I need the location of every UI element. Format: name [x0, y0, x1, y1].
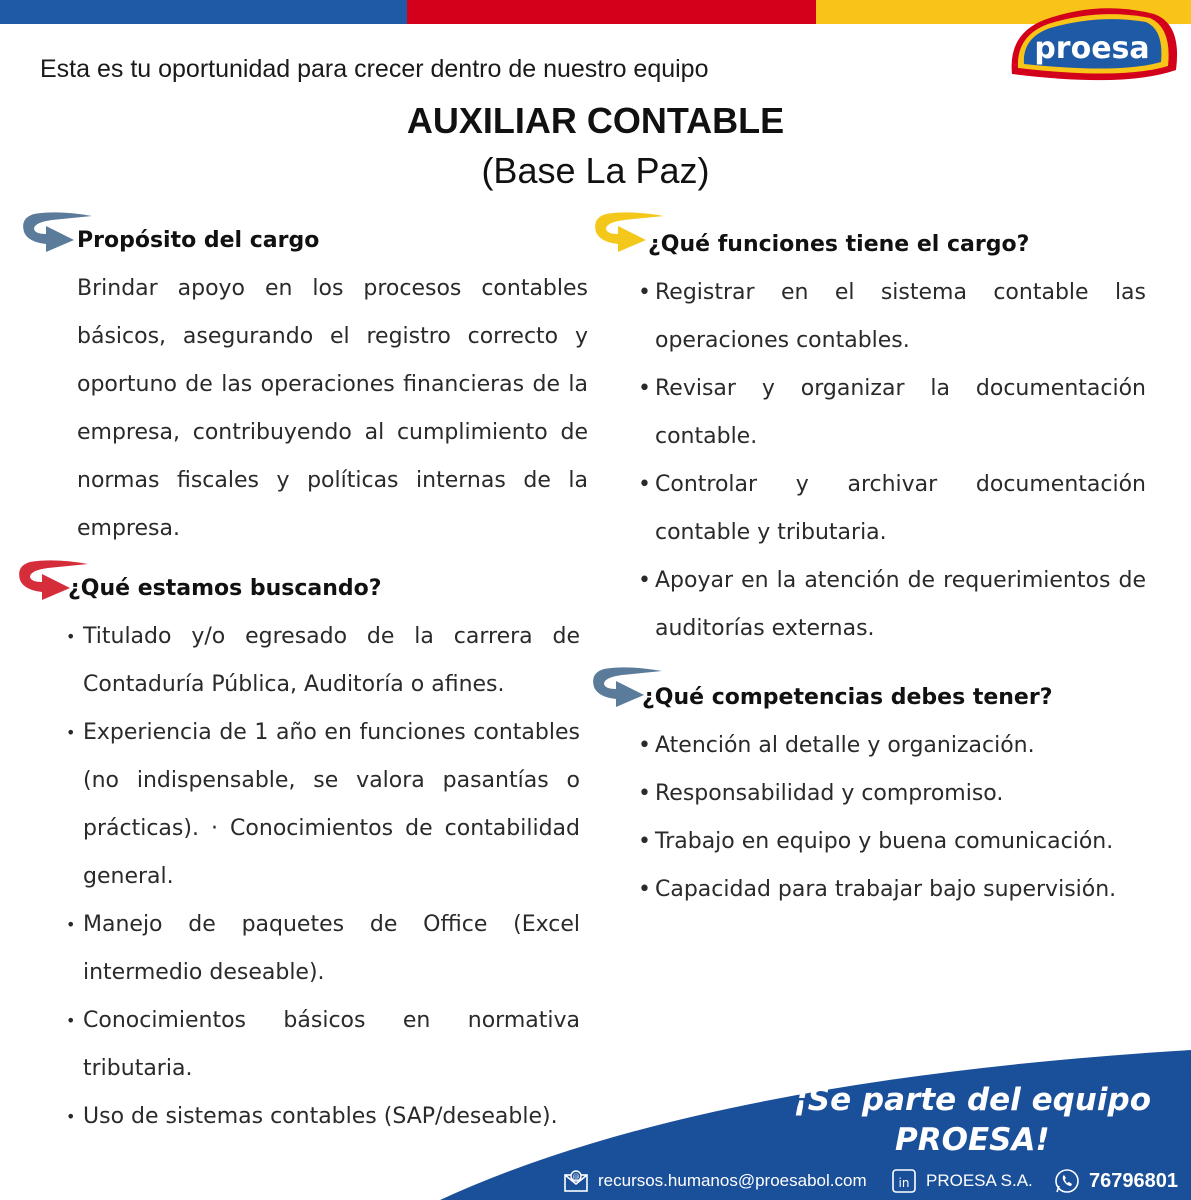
linkedin-name[interactable]: PROESA S.A. [926, 1171, 1033, 1190]
call-to-action [794, 1080, 1151, 1160]
logo-text: proesa [1034, 31, 1150, 66]
job-location: (Base La Paz) [481, 150, 710, 191]
cta-line-1: ¡Se parte del equipo [793, 1082, 1151, 1118]
job-title: AUXILIAR CONTABLE [406, 100, 785, 141]
competencias-list [642, 722, 1146, 914]
list-item: • Atención al detalle y organización. [642, 722, 1146, 770]
competencias-heading: ¿Qué competencias debes tener? [642, 685, 1053, 710]
svg-text:in: in [898, 1176, 910, 1190]
whatsapp-icon [1053, 1167, 1081, 1195]
proposito-heading: Propósito del cargo [77, 228, 320, 253]
list-item: • Conocimientos básicos en normativa tributaria. [70, 997, 580, 1093]
list-item: • Revisar y organizar la documentación contable. [642, 365, 1146, 461]
funciones-list [642, 269, 1146, 653]
list-item: • Capacidad para trabajar bajo supervisión. [642, 866, 1146, 914]
tagline: Esta es tu oportunidad para crecer dentro de nuestro equipo [40, 55, 709, 83]
contact-phone[interactable] [1053, 1166, 1178, 1196]
list-item: • Responsabilidad y compromiso. [642, 770, 1146, 818]
contact-linkedin[interactable] [890, 1166, 1033, 1196]
top-stripe-red [407, 0, 816, 24]
proesa-logo [1004, 4, 1184, 86]
list-item: • Trabajo en equipo y buena comunicación. [642, 818, 1146, 866]
linkedin-icon [890, 1167, 918, 1195]
list-item: • Uso de sistemas contables (SAP/deseable). [70, 1093, 580, 1141]
list-item: • Manejo de paquetes de Office (Excel intermedio deseable). [70, 901, 580, 997]
contact-email[interactable] [562, 1166, 867, 1196]
cta-line-2: PROESA! [895, 1122, 1050, 1158]
list-item: • Registrar en el sistema contable las operaciones contables. [642, 269, 1146, 365]
buscando-heading: ¿Qué estamos buscando? [68, 576, 382, 601]
top-stripe-blue [0, 0, 407, 24]
proposito-text: Brindar apoyo en los procesos contables básicos, asegurando el registro correcto y oportuno de las operaciones financieras de la empresa, contribuyendo al cumplimiento de normas fiscales y políticas internas de la empresa. [77, 276, 588, 541]
email-icon [562, 1167, 590, 1195]
phone-number[interactable]: 76796801 [1089, 1169, 1178, 1192]
list-item: • Titulado y/o egresado de la carrera de Contaduría Pública, Auditoría o afines. [70, 613, 580, 709]
list-item: • Experiencia de 1 año en funciones contables (no indispensable, se valora pasantías o prácticas). · Conocimientos de contabilidad general. [70, 709, 580, 901]
list-item: • Apoyar en la atención de requerimientos de auditorías externas. [642, 557, 1146, 653]
funciones-heading: ¿Qué funciones tiene el cargo? [648, 232, 1030, 257]
email-address[interactable]: recursos.humanos@proesabol.com [598, 1171, 867, 1190]
svg-text:@: @ [572, 1173, 580, 1181]
list-item: • Controlar y archivar documentación contable y tributaria. [642, 461, 1146, 557]
